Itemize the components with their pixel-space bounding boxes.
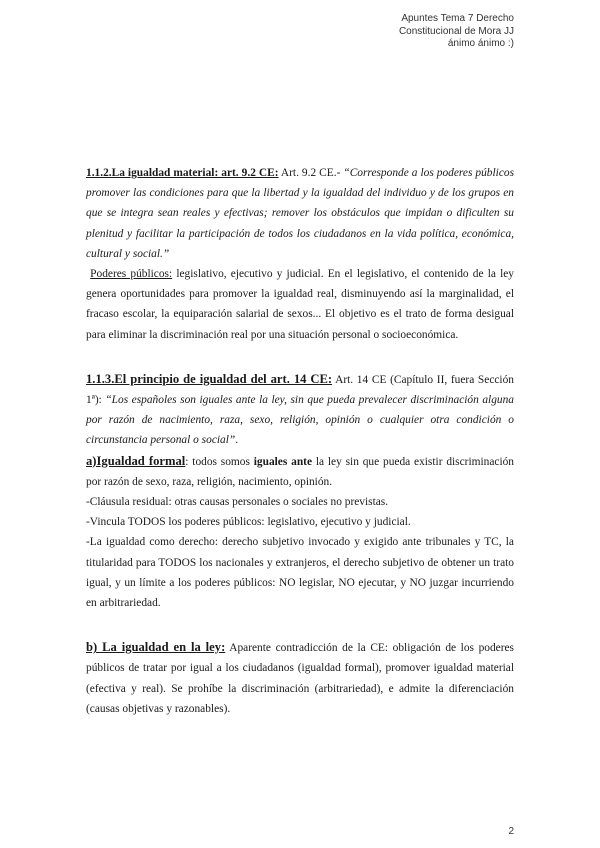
section-113-quote-end: .	[235, 434, 239, 447]
header-line-3: ánimo ánimo :)	[447, 38, 514, 49]
section-113-paragraph	[86, 369, 514, 451]
section-113-heading: 1.1.3.El principio de igualdad del art. 14 CE:	[86, 371, 333, 386]
section-113-quote: “Los españoles son iguales ante la ley, sin que pueda prevalecer discriminación alguna por razón de nacimiento, raza, sexo, religión, opinión o cualquier otra condición o circunstancia personal o social”	[86, 394, 514, 447]
section-112-poderes-paragraph	[86, 264, 514, 345]
section-112-heading: 1.1.2.La igualdad material: art. 9.2 CE:	[86, 167, 279, 179]
page-header	[399, 13, 514, 51]
section-113-intro: Art. 14 CE (Capítulo II, fuera Sección 1ª):	[86, 373, 514, 407]
document-body	[86, 163, 514, 719]
section-112-paragraph	[86, 163, 514, 264]
header-line-1: Apuntes Tema 7 Derecho	[401, 13, 514, 24]
section-a-colon: :	[185, 455, 189, 468]
section-112-text: legislativo, ejecutivo y judicial. En el legislativo, el contenido de la ley genera oportunidades para promover la igualdad real, disminuyendo así la marginalidad, el fracaso escolar, la equiparación salarial de sexos... El objetivo es el trato de forma desigual para eliminar la discriminación real por una situación personal o socioeconómica.	[86, 268, 514, 341]
section-112-quote: “Corresponde a los poderes públicos promover las condiciones para que la libertad y la igualdad del individuo y de los grupos en que se integra sean reales y efectivas; remover los obstáculos que impidan o dificulten su plenitud y facilitar la participación de todos los ciudadanos en la vida política, económica, cultural y social.”	[86, 167, 515, 260]
section-a-item-3: -La igualdad como derecho: derecho subjetivo invocado y exigido ante tribunales y TC, la titularidad para TODOS los nacionales y extranjeros, el derecho subjetivo de obtener un trato igual, y un límite a los poderes públicos: NO legislar, NO ejecutar, y NO juzgar incurriendo en arbitrariedad.	[86, 536, 514, 610]
section-a-text-2: la ley sin que pueda existir discriminación por razón de sexo, raza, religión, nacimiento, opinión.	[86, 455, 515, 488]
section-a-item-1: -Cláusula residual: otras causas personales o sociales no previstas.	[86, 496, 389, 509]
section-a-paragraph	[86, 451, 514, 492]
page-number: 2	[508, 826, 514, 837]
section-112-intro: Art. 9.2 CE.-	[278, 167, 344, 179]
section-b-paragraph	[86, 637, 514, 719]
section-b-text: Aparente contradicción de la CE: obligación de los poderes públicos de tratar por igual a los ciudadanos (igualdad formal), promover igualdad material (efectiva y real). Se prohíbe la discriminación (arbitrariedad), e admite la diferenciación (causas objetivas y razonables).	[86, 642, 514, 715]
section-b-heading: b) La igualdad en la ley:	[86, 640, 226, 655]
header-line-2: Constitucional de Mora JJ	[398, 25, 514, 37]
section-a-heading: a)Igualdad formal	[86, 453, 186, 468]
section-a-text-1: todos somos	[188, 455, 254, 468]
section-a-item-2: -Vincula TODOS los poderes públicos: legislativo, ejecutivo y judicial.	[86, 516, 411, 529]
section-a-bold: iguales ante	[253, 455, 312, 468]
section-112-label: Poderes públicos:	[90, 268, 173, 281]
